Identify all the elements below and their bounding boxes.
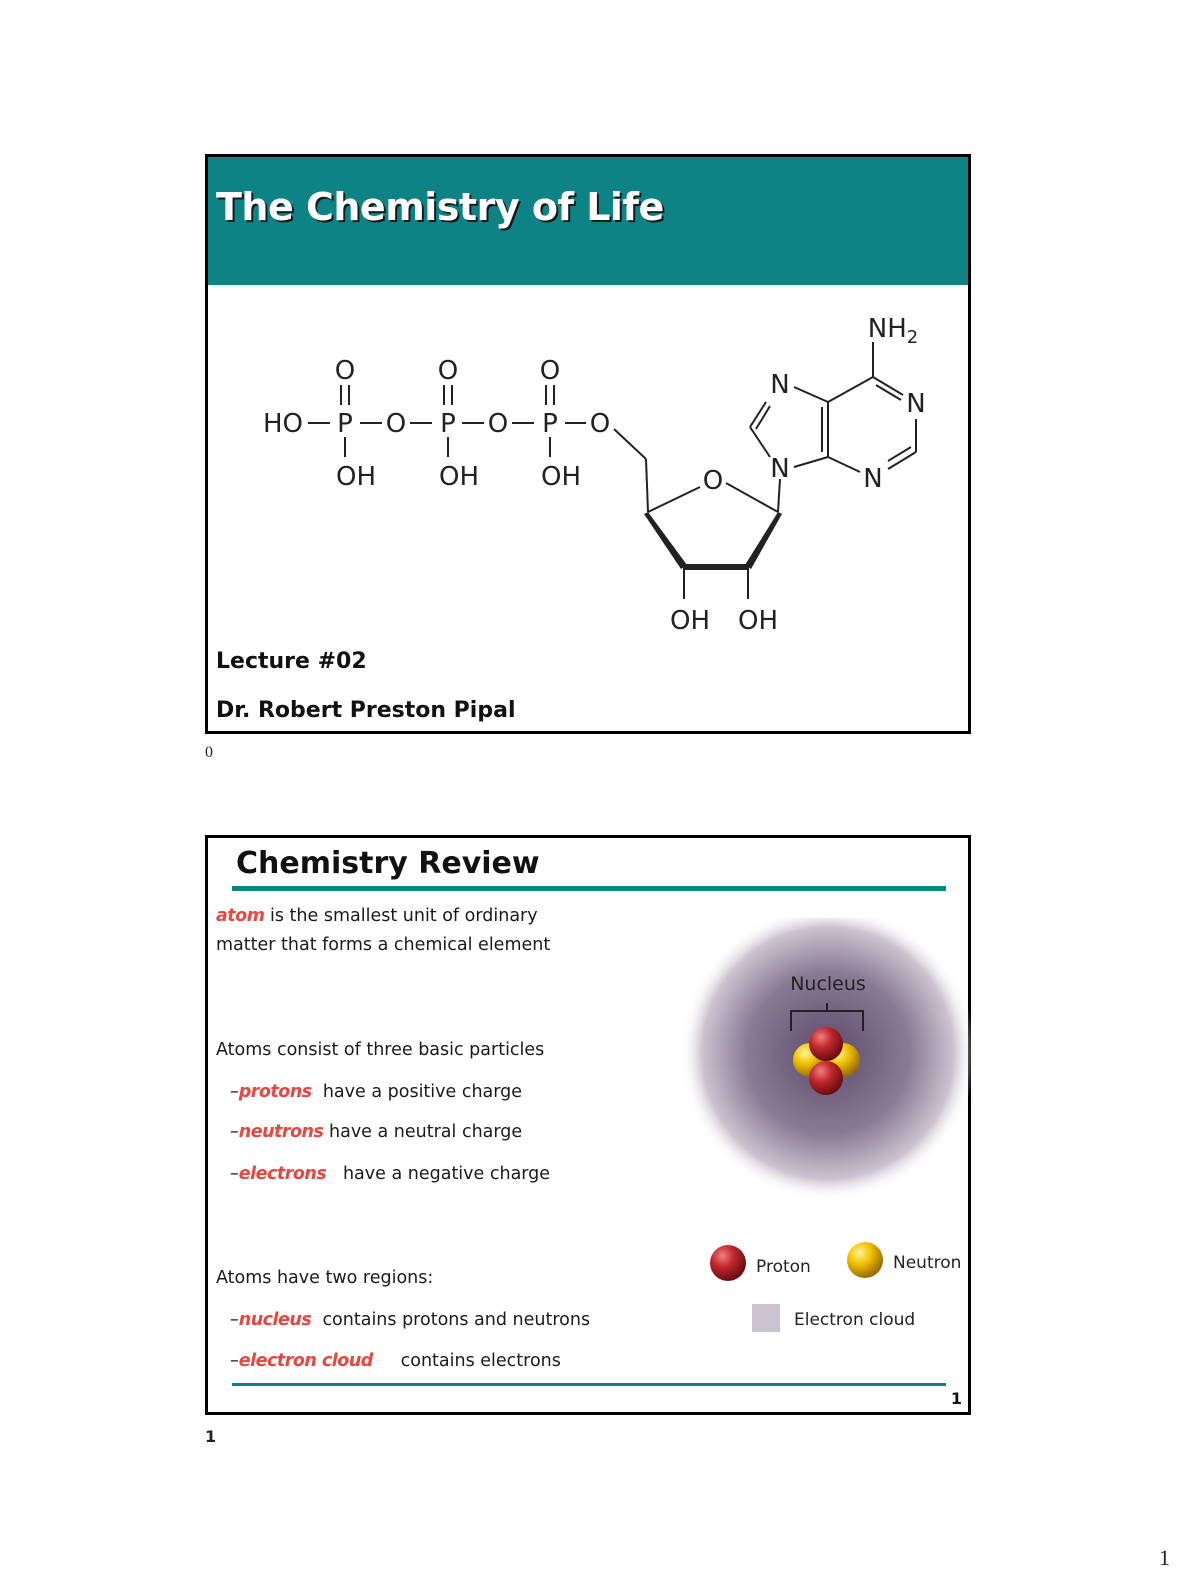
legend-neutron-label: Neutron [893,1253,962,1273]
label-o-ester: O [589,409,611,439]
legend-proton-swatch [710,1245,746,1281]
handwritten-term: nucleus [238,1310,312,1330]
lecture-number: Lecture #02 [216,649,367,674]
legend-cloud-swatch [752,1304,780,1332]
nucleus-label: Nucleus [790,973,866,995]
label-o-bridge2: O [487,409,509,439]
label-o-top1: O [334,356,356,386]
particle-item: –electrons have a negative charge [230,1164,551,1184]
handwritten-term: electron cloud [238,1351,373,1371]
label-ho: HO [262,409,304,439]
region-item: –nucleus contains protons and neutrons [230,1310,591,1330]
slide-title: Chemistry Review [236,846,540,881]
handwritten-term: protons [238,1082,312,1102]
chemistry-review-slide [205,835,971,1415]
particle-item: –neutrons have a neutral charge [230,1122,523,1142]
particles-intro: Atoms consist of three basic particles [216,1040,545,1060]
label-o-top3: O [539,356,561,386]
label-o-bridge1: O [385,409,407,439]
label-p3: P [542,409,558,439]
proton-sphere [809,1061,843,1095]
legend-neutron-swatch [847,1242,883,1278]
title-rule [232,886,946,891]
label-oh-p2: OH [438,462,480,492]
particle-item: –protons have a positive charge [230,1082,523,1102]
legend-cloud-label: Electron cloud [794,1310,916,1330]
label-p2: P [440,409,456,439]
label-n3: N [863,464,883,494]
label-n9: N [770,454,790,484]
label-o-top2: O [437,356,459,386]
title-slide [205,154,971,734]
atom-definition-line1: atom is the smallest unit of ordinary [216,906,538,926]
title-band [208,157,968,285]
handwritten-term: neutrons [238,1122,324,1142]
slide-number: 1 [950,1389,962,1408]
proton-sphere [809,1027,843,1061]
slide-title: The Chemistry of Life [216,185,664,229]
page-number: 1 [1159,1545,1170,1570]
handwritten-term: electrons [238,1164,327,1184]
handwritten-term: atom [216,906,265,926]
region-item: –electron cloud contains electrons [230,1351,561,1371]
legend-proton-label: Proton [756,1257,811,1277]
label-nh2: $NH_2$ [867,314,919,348]
regions-intro: Atoms have two regions: [216,1268,434,1288]
label-oh-p1: OH [335,462,377,492]
slide1-number: 0 [205,744,213,761]
label-oh-p3: OH [540,462,582,492]
atom-diagram [678,918,973,1338]
label-n7: N [770,370,790,400]
slide2-number: 1 [205,1427,217,1446]
author-name: Dr. Robert Preston Pipal [216,698,516,723]
label-n1: N [906,389,926,419]
label-o-ring: O [702,466,724,496]
bottom-rule [232,1383,946,1386]
atp-structure-diagram [248,307,948,647]
label-oh-c2: OH [669,606,711,636]
label-oh-c3: OH [737,606,779,636]
atom-definition-line2: matter that forms a chemical element [216,935,551,955]
label-p1: P [337,409,353,439]
